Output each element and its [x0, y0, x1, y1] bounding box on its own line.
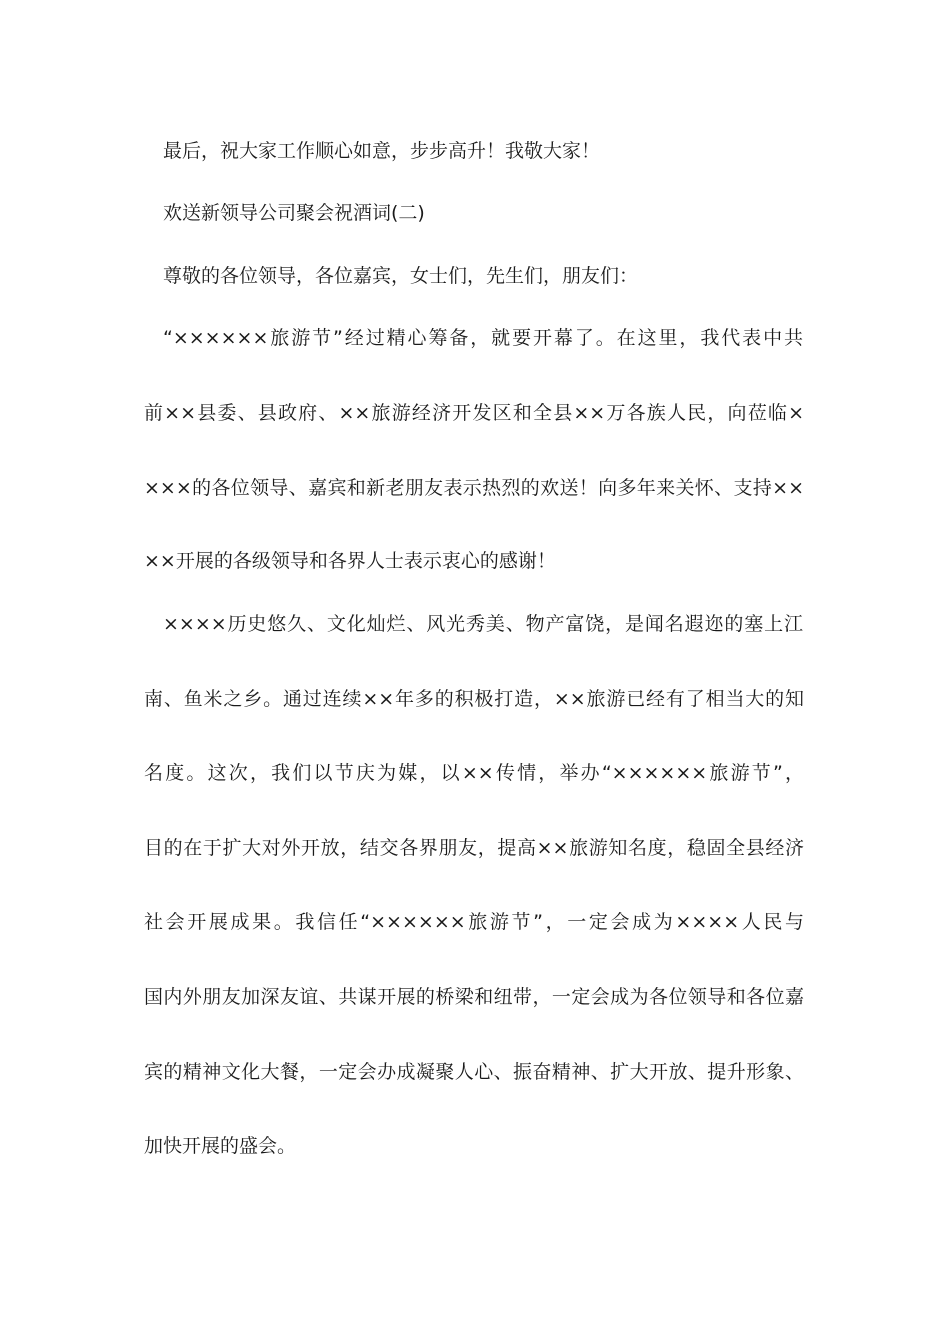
paragraph-2-line-7: 宾的精神文化大餐，一定会办成凝聚人心、振奋精神、扩大开放、提升形象、 [144, 1061, 804, 1083]
paragraph-1-line-1: “××××××旅游节”经过精心筹备，就要开幕了。在这里，我代表中共 [163, 327, 803, 349]
salutation-line: 尊敬的各位领导，各位嘉宾，女士们，先生们，朋友们： [163, 265, 639, 287]
paragraph-2-line-6: 国内外朋友加深友谊、共谋开展的桥梁和纽带，一定会成为各位领导和各位嘉 [144, 986, 804, 1008]
paragraph-1-line-2: 前××县委、县政府、××旅游经济开发区和全县××万各族人民，向莅临× [144, 402, 804, 424]
closing-toast-line: 最后，祝大家工作顺心如意，步步高升！我敬大家！ [163, 140, 601, 162]
paragraph-2-line-2: 南、鱼米之乡。通过连续××年多的积极打造，××旅游已经有了相当大的知 [144, 688, 804, 710]
paragraph-2-line-4: 目的在于扩大对外开放，结交各界朋友，提高××旅游知名度，稳固全县经济 [144, 837, 804, 859]
paragraph-1-line-3: ×××的各位领导、嘉宾和新老朋友表示热烈的欢送！向多年来关怀、支持×× [144, 477, 804, 499]
paragraph-2-line-8: 加快开展的盛会。 [144, 1135, 297, 1157]
paragraph-2-line-5: 社会开展成果。我信任“××××××旅游节”，一定会成为××××人民与 [144, 911, 804, 933]
paragraph-1-line-4: ××开展的各级领导和各界人士表示衷心的感谢！ [144, 550, 556, 572]
paragraph-2-line-3: 名度。这次，我们以节庆为媒，以××传情，举办“××××××旅游节”， [144, 762, 804, 784]
paragraph-2-line-1: ××××历史悠久、文化灿烂、风光秀美、物产富饶，是闻名遐迩的塞上江 [163, 613, 803, 635]
section-title: 欢送新领导公司聚会祝酒词(二) [163, 202, 425, 224]
